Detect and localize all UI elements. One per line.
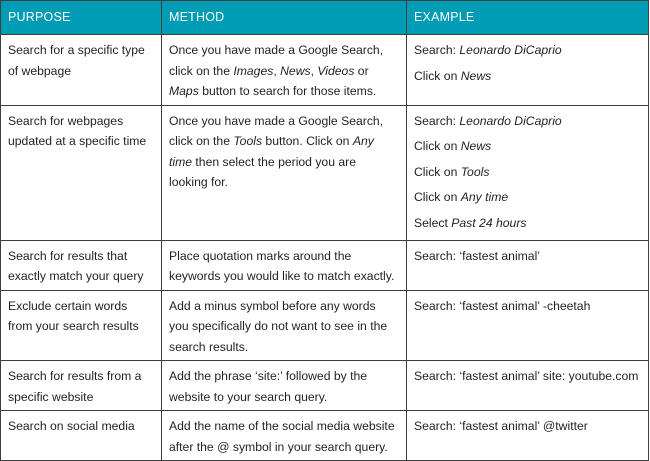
italic-term: time: [169, 154, 193, 169]
text-segment: Search:: [414, 113, 460, 128]
purpose-cell: [1, 361, 162, 411]
example-line: [414, 416, 641, 437]
example-line: [414, 111, 641, 132]
method-cell: [162, 240, 407, 290]
purpose-cell: [1, 240, 162, 290]
example-cell: [407, 35, 649, 106]
italic-term: Maps: [169, 84, 199, 98]
method-line: [169, 40, 399, 61]
purpose-line: Search for results that: [8, 248, 128, 263]
text-segment: or: [354, 63, 369, 78]
example-line: [414, 66, 641, 87]
italic-term: News: [460, 68, 492, 83]
method-cell: [162, 105, 407, 240]
text-segment: search results.: [169, 339, 249, 354]
method-line: [169, 266, 399, 287]
purpose-line: of webpage: [8, 63, 72, 78]
italic-term: Leonardo DiCaprio: [459, 113, 562, 128]
method-line: [169, 131, 399, 152]
example-cell: [407, 411, 649, 461]
method-line: [169, 416, 399, 437]
purpose-cell: [1, 290, 162, 361]
method-cell: [162, 411, 407, 461]
italic-term: Images: [233, 63, 274, 78]
method-line: [169, 152, 399, 173]
method-line: [169, 366, 399, 387]
text-segment: button. Click on: [262, 134, 353, 148]
text-segment: Search: ‘fastest animal’ site: youtube.com: [414, 369, 639, 383]
method-line: [169, 81, 399, 102]
method-line: [169, 111, 399, 132]
text-segment: click on the: [169, 63, 234, 78]
example-line: [414, 213, 641, 234]
text-segment: Select: [414, 215, 452, 230]
text-segment: ,: [273, 63, 281, 78]
method-line: [169, 337, 399, 358]
purpose-line: from your search results: [8, 319, 139, 333]
text-segment: looking for.: [169, 175, 228, 189]
text-segment: Once you have made a Google Search,: [169, 113, 384, 128]
text-segment: then select the period you are: [192, 154, 356, 169]
text-segment: you specifically do not want to see in the: [169, 319, 388, 333]
example-line: [414, 40, 641, 61]
text-segment: Click on: [414, 68, 461, 83]
table-row: [1, 361, 649, 411]
text-segment: Search: ‘fastest animal’: [414, 248, 540, 263]
table-header-row: [1, 1, 649, 35]
purpose-cell: [1, 35, 162, 106]
italic-term: News: [280, 63, 311, 78]
method-line: [169, 172, 399, 193]
text-segment: Add the phrase ‘site:’ followed by the: [169, 369, 368, 383]
example-line: [414, 162, 641, 183]
example-line: [414, 187, 641, 208]
italic-term: Any time: [460, 190, 509, 204]
text-segment: ,: [310, 63, 318, 78]
example-cell: [407, 105, 649, 240]
header-purpose: PURPOSE: [1, 1, 162, 35]
example-line: [414, 136, 641, 157]
purpose-line: specific website: [8, 389, 94, 404]
purpose-line: Search for a specific type: [8, 43, 145, 57]
example-cell: [407, 240, 649, 290]
italic-term: Tools: [460, 164, 490, 179]
method-line: [169, 61, 399, 82]
text-segment: Search: ‘fastest animal’ @twitter: [414, 419, 588, 433]
example-line: [414, 246, 641, 267]
text-segment: click on the: [169, 134, 234, 148]
table-row: [1, 105, 649, 240]
italic-term: Tools: [233, 134, 263, 148]
text-segment: Click on: [414, 190, 461, 204]
text-segment: Search: ‘fastest animal’ -cheetah: [414, 298, 591, 313]
text-segment: keywords you would like to match exactly.: [169, 269, 395, 283]
method-cell: [162, 290, 407, 361]
method-cell: [162, 35, 407, 106]
purpose-line: Search for results from a: [8, 369, 142, 383]
table-row: [1, 411, 649, 461]
method-cell: [162, 361, 407, 411]
method-line: [169, 387, 399, 408]
text-segment: Click on: [414, 164, 461, 179]
method-line: [169, 437, 399, 458]
text-segment: Place quotation marks around the: [169, 248, 352, 263]
purpose-cell: [1, 105, 162, 240]
text-segment: Once you have made a Google Search,: [169, 43, 384, 57]
italic-term: Past 24 hours: [451, 215, 527, 230]
purpose-line: Search for webpages: [8, 113, 124, 128]
text-segment: Search:: [414, 43, 460, 57]
italic-term: Any: [352, 134, 374, 148]
example-line: [414, 366, 641, 387]
italic-term: Leonardo DiCaprio: [459, 43, 562, 57]
purpose-cell: [1, 411, 162, 461]
table-row: [1, 290, 649, 361]
text-segment: after the @ symbol in your search query.: [169, 439, 388, 454]
text-segment: Add the name of the social media website: [169, 419, 395, 433]
purpose-line: updated at a specific time: [8, 134, 147, 148]
purpose-line: Search on social media: [8, 419, 135, 433]
italic-term: News: [460, 139, 492, 153]
purpose-line: Exclude certain words: [8, 298, 128, 313]
text-segment: website to your search query.: [169, 389, 328, 404]
table-row: [1, 240, 649, 290]
text-segment: Add a minus symbol before any words: [169, 298, 376, 313]
example-cell: [407, 361, 649, 411]
example-line: [414, 296, 641, 317]
header-method: METHOD: [162, 1, 407, 35]
header-example: EXAMPLE: [407, 1, 649, 35]
method-line: [169, 316, 399, 337]
method-line: [169, 296, 399, 317]
purpose-line: exactly match your query: [8, 269, 144, 283]
italic-term: Videos: [317, 63, 355, 78]
method-line: [169, 246, 399, 267]
text-segment: button to search for those items.: [198, 84, 377, 98]
table-row: [1, 35, 649, 106]
example-cell: [407, 290, 649, 361]
text-segment: Click on: [414, 139, 461, 153]
